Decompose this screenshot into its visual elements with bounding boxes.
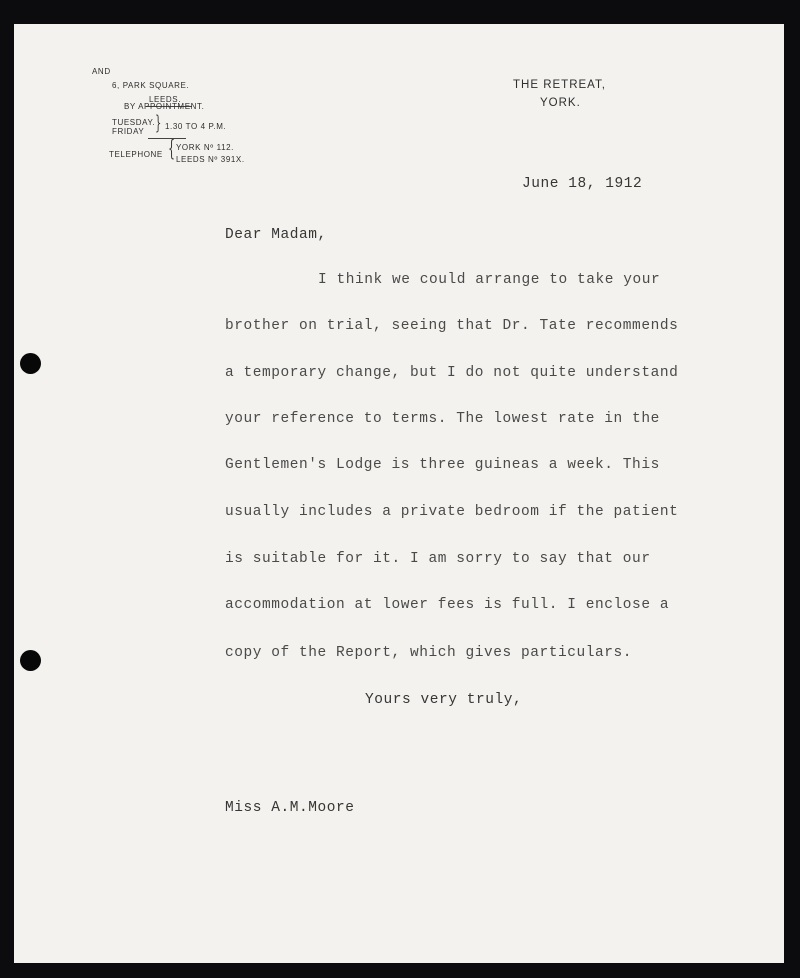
addressee: Miss A.M.Moore [225, 800, 355, 816]
letterhead-hours: 1.30 TO 4 P.M. [165, 122, 227, 131]
body-line: Gentlemen's Lodge is three guineas a week. This [225, 457, 660, 473]
brace-icon: { [168, 137, 175, 162]
closing: Yours very truly, [365, 692, 523, 708]
body-line: accommodation at lower fees is full. I enclose a [225, 597, 670, 613]
letterhead-city: LEEDS. [149, 95, 182, 104]
letterhead-telephone: LEEDS Nº 391X. [176, 155, 245, 164]
letter-page [14, 24, 784, 963]
brace-icon: } [155, 110, 162, 134]
body-line: is suitable for it. I am sorry to say that our [225, 551, 651, 567]
letterhead-and: AND [92, 67, 111, 76]
letterhead-day: FRIDAY [112, 127, 145, 136]
body-line: copy of the Report, which gives particulars. [225, 645, 633, 661]
letterhead-telephone-label: TELEPHONE [109, 150, 163, 159]
punch-hole [20, 353, 41, 374]
letterhead-address: 6, PARK SQUARE. [112, 81, 190, 90]
salutation: Dear Madam, [225, 227, 327, 243]
letterhead-appointment: BY APPOINTMENT. [124, 102, 205, 111]
body-line: brother on trial, seeing that Dr. Tate recommends [225, 318, 679, 334]
letterhead-rule [148, 138, 186, 139]
body-line: I think we could arrange to take your [318, 272, 661, 288]
letterhead-day: TUESDAY. [112, 118, 156, 127]
letterhead-institution-city: YORK. [540, 97, 581, 109]
letterhead-institution: THE RETREAT, [513, 79, 606, 91]
punch-hole [20, 650, 41, 671]
body-line: your reference to terms. The lowest rate in the [225, 411, 660, 427]
body-line: usually includes a private bedroom if the patient [225, 504, 679, 520]
letterhead-telephone: YORK Nº 112. [176, 143, 234, 152]
body-line: a temporary change, but I do not quite understand [225, 365, 679, 381]
letter-date: June 18, 1912 [522, 176, 643, 192]
